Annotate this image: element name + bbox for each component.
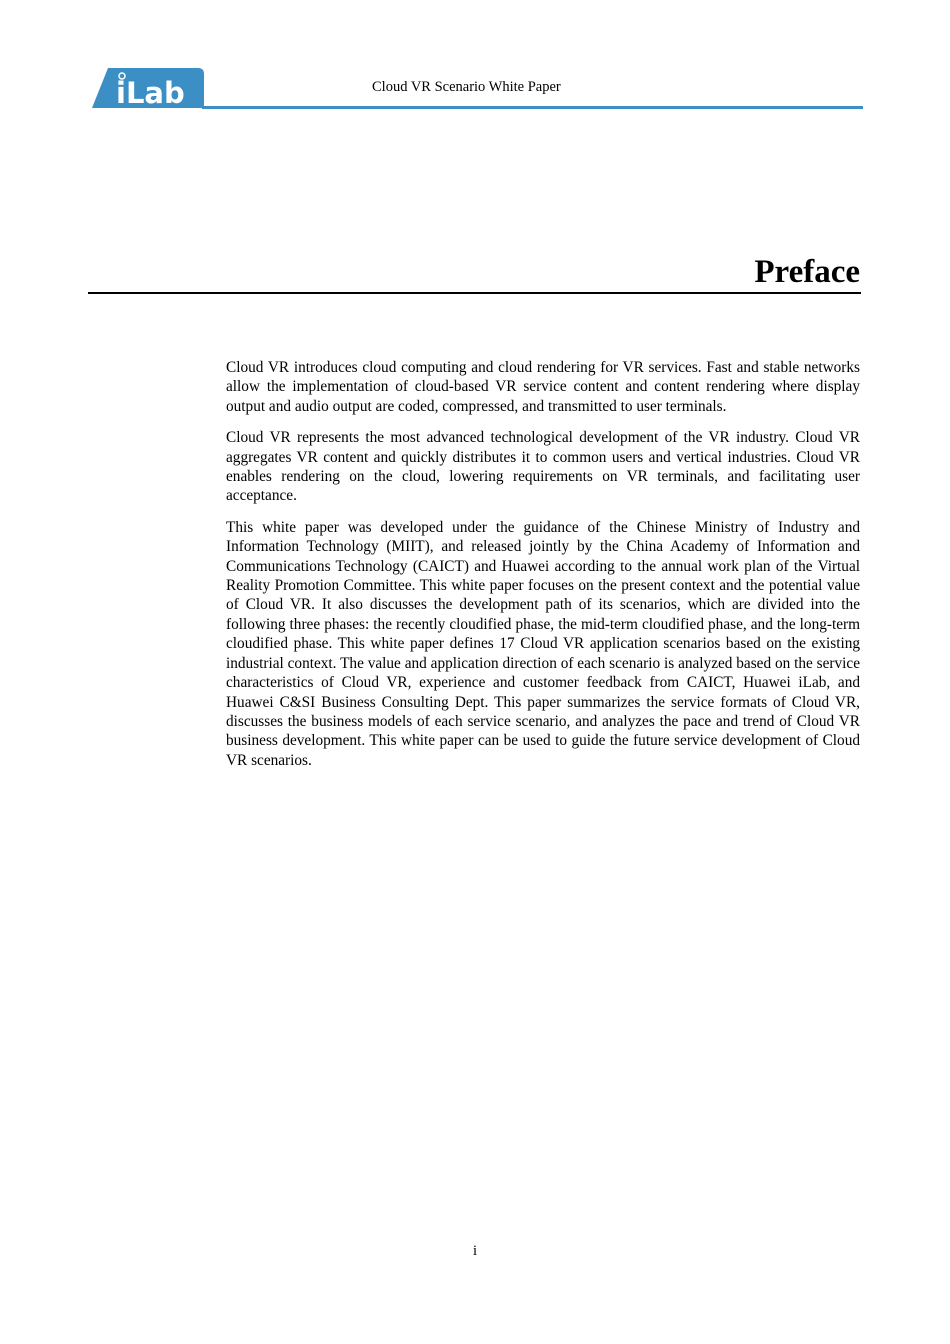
preface-body: [226, 358, 860, 782]
header-title: Cloud VR Scenario White Paper: [372, 79, 561, 95]
page-header: [92, 66, 863, 110]
title-rule: [88, 292, 861, 294]
ilab-logo: [92, 68, 204, 108]
paragraph: Cloud VR introduces cloud computing and cloud rendering for VR services. Fast and stable networks allow the implementation of cloud-based VR service content and content rendering where display output and audio output are coded, compressed, and transmitted to user terminals.: [226, 359, 860, 415]
paragraph: Cloud VR represents the most advanced technological development of the VR industry. Cloud VR aggregates VR content and quickly distributes it to common users and vertical industries. Cloud VR enables rendering on the cloud, lowering requirements on VR terminals, and facilitating user acceptance.: [226, 429, 860, 505]
logo-text: iLab: [116, 76, 185, 108]
page-title: Preface: [754, 254, 860, 290]
page-number: i: [472, 1243, 478, 1259]
paragraph: This white paper was developed under the guidance of the Chinese Ministry of Industry and Information Technology (MIIT), and released jointly by the China Academy of Information and Communications Technology (CAICT) and Huawei according to the annual work plan of the Virtual Reality Promotion Committee. This white paper focuses on the present context and the potential value of Cloud VR. It also discusses the development path of its scenarios, which are divided into the following three phases: the recently cloudified phase, the mid-term cloudified phase, and the long-term cloudified phase. This white paper defines 17 Cloud VR application scenarios based on the existing industrial context. The value and application direction of each scenario is analyzed based on the service characteristics of Cloud VR, experience and customer feedback from CAICT, Huawei iLab, and Huawei C&SI Business Consulting Dept. This paper summarizes the service formats of Cloud VR, discusses the business models of each service scenario, and analyzes the pace and trend of Cloud VR business development. This white paper can be used to guide the future service development of Cloud VR scenarios.: [226, 518, 860, 769]
header-rule: [202, 106, 863, 109]
